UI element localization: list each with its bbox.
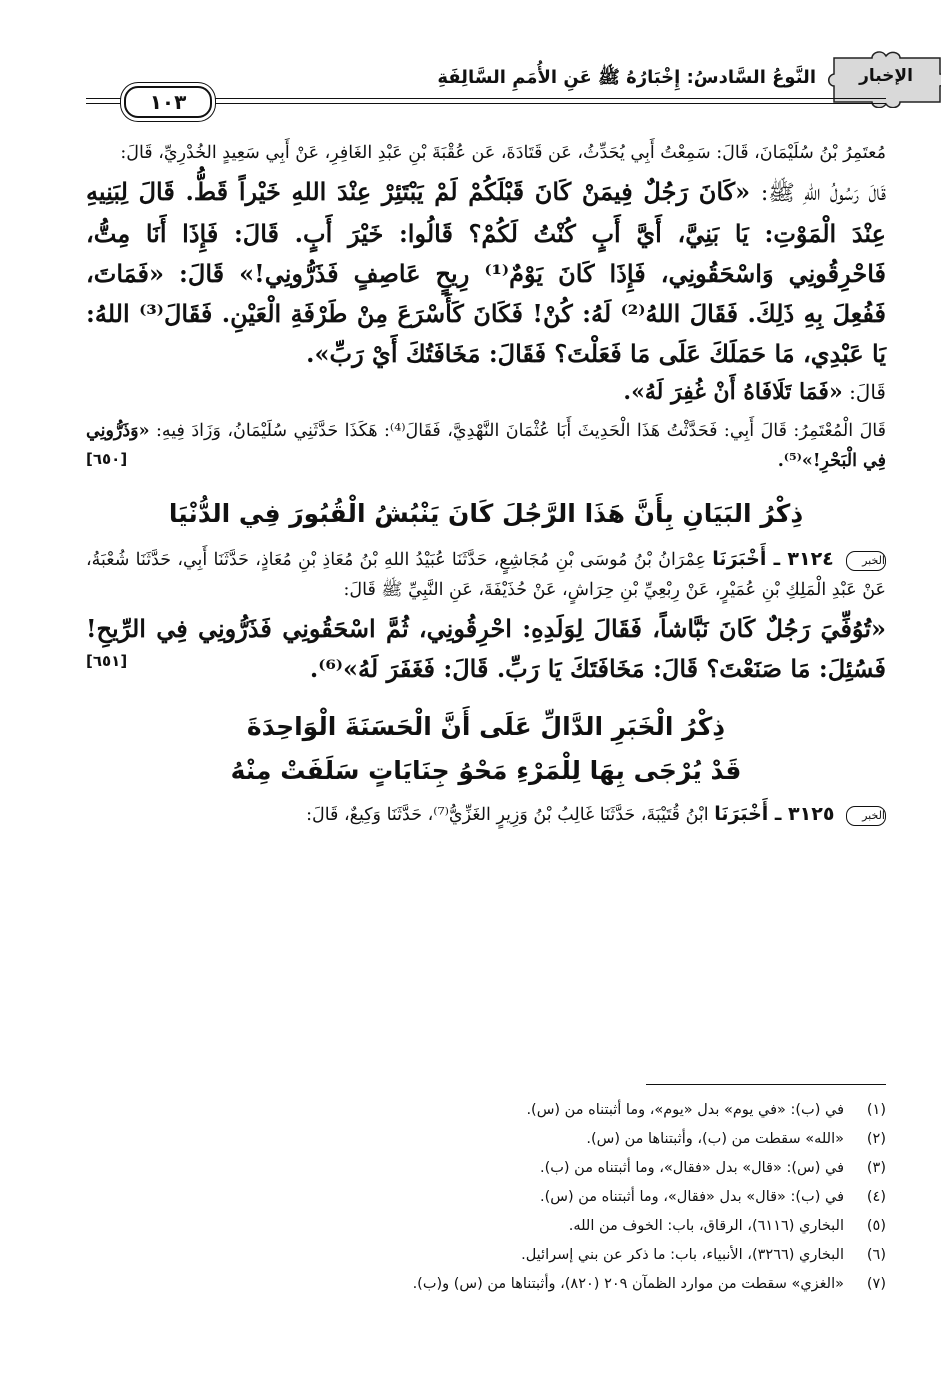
chapter-heading [86, 705, 886, 793]
hadith-text [86, 172, 886, 374]
footnote-rule [646, 1084, 886, 1085]
main-text [86, 138, 886, 834]
footnote-number: (٥) [866, 1218, 886, 1234]
running-title: النَّوعُ السَّادسُ: إِخْبَارُهُ ﷺ عَنِ الأُمَمِ السَّالِفَةِ [437, 67, 816, 88]
footnote [86, 1154, 886, 1183]
hadith-intro: قَالَ رَسُولُ اللهِ ﷺ: [760, 181, 887, 206]
hadith-matn [86, 609, 886, 689]
hadith-body: «كَانَ رَجُلٌ فِيمَنْ كَانَ قَبْلَكُمْ لَمْ يَبْتَئِرْ عِنْدَ اللهِ خَيْراً قَطُّ. قَالَ لِبَنِيهِ عِنْدَ الْمَوْتِ: يَا بَنِيَّ، أَيَّ أَبٍ كُنْتُ لَكُمْ؟ قَالُوا: خَيْرَ أَبٍ. قَالَ: فَإِذَا أَنَا مِتُّ، فَاحْرِقُونِي وَاسْحَقُونِي، فَإِذَا كَانَ يَوْمٌ⁽¹⁾ رِيحٍ عَاصِفٍ فَذَرُّونِي!» قَالَ: «فَمَاتَ، فَفُعِلَ بِهِ ذَلِكَ. فَقَالَ اللهُ⁽²⁾ لَهُ: كُنْ! فَكَانَ كَأَسْرَعَ مِنْ طَرْفَةِ الْعَيْنِ. فَقَالَ⁽³⁾ اللهُ: يَا عَبْدِي، مَا حَمَلَكَ عَلَى مَا فَعَلْتَ؟ فَقَالَ: مَخَافَتُكَ أَيْ رَبِّ». [86, 177, 886, 368]
chapter-heading-line: ذِكْرُ الْخَبَرِ الدَّالِّ عَلَى أَنَّ الْحَسَنَةَ الْوَاحِدَةَ [246, 712, 726, 741]
narration-note-quote: «وَذَرُّونِي فِي الْبَحْرِ!»⁽⁵⁾. [86, 421, 886, 471]
footnote [86, 1096, 886, 1125]
narration-note-text: قَالَ الْمُعْتَمِرُ: قَالَ أَبِي: فَحَدَّثْتُ هَذَا الْحَدِيثَ أَبَا عُثْمَانَ النَّهْدِيَّ، فَقَالَ⁽⁴⁾: هَكَذَا حَدَّثَنِي سُلَيْمَانُ، وَزَادَ فِيهِ: [155, 421, 886, 441]
hadith-isnad-text: عِمْرَانُ بْنُ مُوسَى بْنِ مُجَاشِعٍ، حَدَّثَنَا عُبَيْدُ اللهِ بْنُ مُعَاذِ بْنِ مُعَاذٍ، حَدَّثَنَا أَبِي، حَدَّثَنَا شُعْبَةُ، عَنْ عَبْدِ الْمَلِكِ بْنِ عُمَيْرٍ، عَنْ رِبْعِيِّ بْنِ حِرَاشٍ، عَنْ حُذَيْفَةَ، عَنِ النَّبِيِّ ﷺ قَالَ: [86, 550, 886, 600]
khabar-icon: الخبر [846, 806, 886, 826]
hadith-number: ٣١٢٥ ـ أَخْبَرَنَا [714, 803, 835, 825]
footnote-text: «الله» سقطت من (ب)، وأثبتناها من (س). [586, 1131, 844, 1147]
book-page [86, 40, 913, 1292]
footnote [86, 1212, 886, 1241]
footnote-text: البخاري (٦١١٦)، الرقاق، باب: الخوف من الله. [568, 1218, 844, 1234]
footnote [86, 1241, 886, 1270]
hadith-number: ٣١٢٤ ـ أَخْبَرَنَا [712, 548, 834, 570]
hadith-matn-text: «تُوُفِّيَ رَجُلٌ كَانَ نَبَّاشاً، فَقَالَ لِوَلَدِهِ: احْرِقُونِي، ثُمَّ اسْحَقُونِي فَذَرُّونِي فِي الرِّيحِ! فَسُئِلَ: مَا صَنَعْتَ؟ قَالَ: مَخَافَتَكَ يَا رَبِّ. قَالَ: فَغَفَرَ لَهُ»⁽⁶⁾. [86, 614, 886, 683]
chapter-heading: ذِكْرُ البَيَانِ بِأَنَّ هَذَا الرَّجُلَ كَانَ يَنْبُشُ الْقُبُورَ فِي الدُّنْيَا [168, 499, 804, 528]
hadith-ending-intro: قَالَ: [849, 380, 886, 404]
footnote-number: (٤) [866, 1189, 886, 1205]
footnote-number: (٦) [866, 1247, 886, 1263]
footnote-number: (١) [866, 1102, 886, 1118]
footnote-text: البخاري (٣٢٦٦)، الأنبياء، باب: ما ذكر عن بني إسرائيل. [521, 1247, 844, 1263]
hadith-reference: [٦٥٠] [86, 450, 128, 468]
section-label: الإخبار [859, 66, 913, 86]
hadith-isnad [86, 544, 886, 605]
narration-note [86, 416, 886, 476]
footnote-number: (٧) [866, 1276, 886, 1292]
page-header [86, 40, 913, 116]
hadith-isnad-text: ابْنُ قُتَيْبَةَ، حَدَّثَنَا غَالِبُ بْنُ وَزِيرٍ الغَزِّيُّ⁽⁷⁾، حَدَّثَنَا وَكِيعٌ، قَالَ: [306, 805, 709, 825]
footnote-text: في (ب): «قال» بدل «فقال»، وما أثبتناه من (س). [539, 1189, 844, 1205]
footnote [86, 1125, 886, 1154]
footnote-text: في (س): «قال» بدل «فقال»، وما أثبتناه من (ب). [539, 1160, 844, 1176]
khabar-icon: الخبر [846, 551, 886, 571]
footnote [86, 1183, 886, 1212]
footnotes [86, 1096, 886, 1299]
isnad-paragraph: مُعتَمِرُ بْنُ سُلَيْمَانَ، قَالَ: سَمِعْتُ أَبِي يُحَدِّثُ، عَن قَتَادَةَ، عَن عُقْبَةَ بْنِ عَبْدِ الغَافِرِ، عَنْ أَبِي سَعِيدٍ الخُدْرِيِّ، قَالَ: [120, 143, 886, 163]
footnote [86, 1270, 886, 1299]
chapter-heading-line: قَدْ يُرْجَى بِهَا لِلْمَرْءِ مَحْوُ جِنَايَاتٍ سَلَفَتْ مِنْهُ [230, 756, 742, 785]
footnote-text: «الغزي» سقطت من موارد الظمآن ٢٠٩ (٨٢٠)، وأثبتناها من (س) و(ب). [412, 1276, 844, 1292]
footnote-text: في (ب): «في يوم» بدل «يوم»، وما أثبتناه من (س). [526, 1102, 844, 1118]
hadith-ending-text: «فَمَا تَلَافَاهُ أَنْ غُفِرَ لَهُ». [623, 379, 843, 405]
footnote-number: (٣) [866, 1160, 886, 1176]
hadith-isnad [86, 799, 886, 830]
hadith-ending [86, 374, 886, 410]
footnote-number: (٢) [866, 1131, 886, 1147]
hadith-reference: [٦٥١] [86, 652, 128, 670]
page-number: ١٠٣ [124, 86, 212, 118]
